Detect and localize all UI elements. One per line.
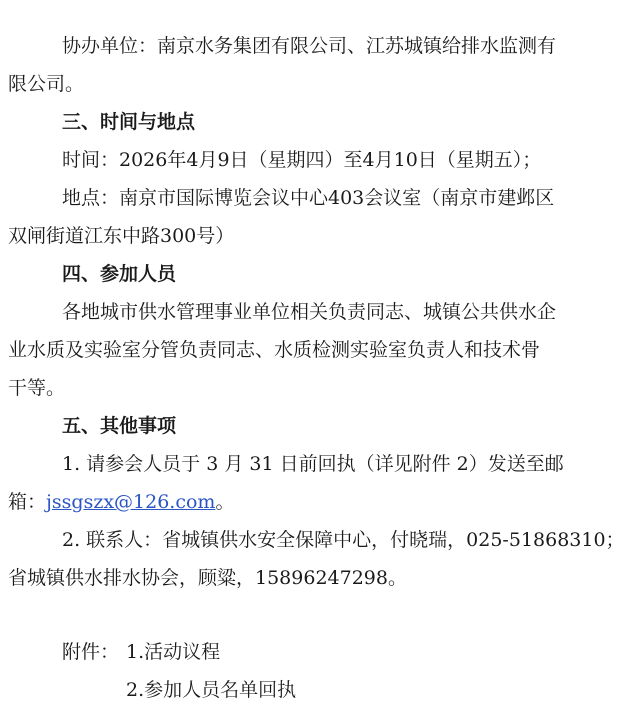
email-prefix: 箱： — [8, 491, 47, 513]
other-item-1-line-2 — [8, 488, 234, 516]
section-4-heading: 四、参加人员 — [62, 263, 177, 285]
attachment-item-2: 2.参加人员名单回执 — [126, 679, 297, 701]
participants-line-3: 干等。 — [8, 377, 66, 399]
other-item-2-line-2: 省城镇供水排水协会，顾粱，15896247298。 — [8, 567, 407, 589]
co-organizer-line-1: 协办单位：南京水务集团有限公司、江苏城镇给排水监测有 — [62, 35, 557, 57]
email-suffix: 。 — [215, 491, 235, 513]
other-item-1-line-1: 1. 请参会人员于 3 月 31 日前回执（详见附件 2）发送至邮 — [62, 453, 564, 475]
attachments-label: 附件： — [62, 641, 120, 663]
attachment-item-1: 1.活动议程 — [126, 641, 221, 663]
section-5-heading: 五、其他事项 — [62, 415, 177, 437]
section-3-heading: 三、时间与地点 — [62, 111, 196, 133]
participants-line-1: 各地城市供水管理事业单位相关负责同志、城镇公共供水企 — [62, 301, 557, 323]
co-organizer-line-2: 限公司。 — [8, 73, 85, 95]
place-line-1: 地点：南京市国际博览会议中心403会议室（南京市建邺区 — [62, 187, 555, 209]
time-line: 时间：2026年4月9日（星期四）至4月10日（星期五）； — [62, 149, 542, 171]
other-item-2-line-1: 2. 联系人：省城镇供水安全保障中心，付晓瑞，025-51868310； — [62, 529, 625, 551]
participants-line-2: 业水质及实验室分管负责同志、水质检测实验室负责人和技术骨 — [8, 339, 541, 361]
email-link[interactable]: jssgszx@126.com — [46, 491, 216, 513]
place-line-2: 双闸街道江东中路300号） — [8, 225, 235, 247]
